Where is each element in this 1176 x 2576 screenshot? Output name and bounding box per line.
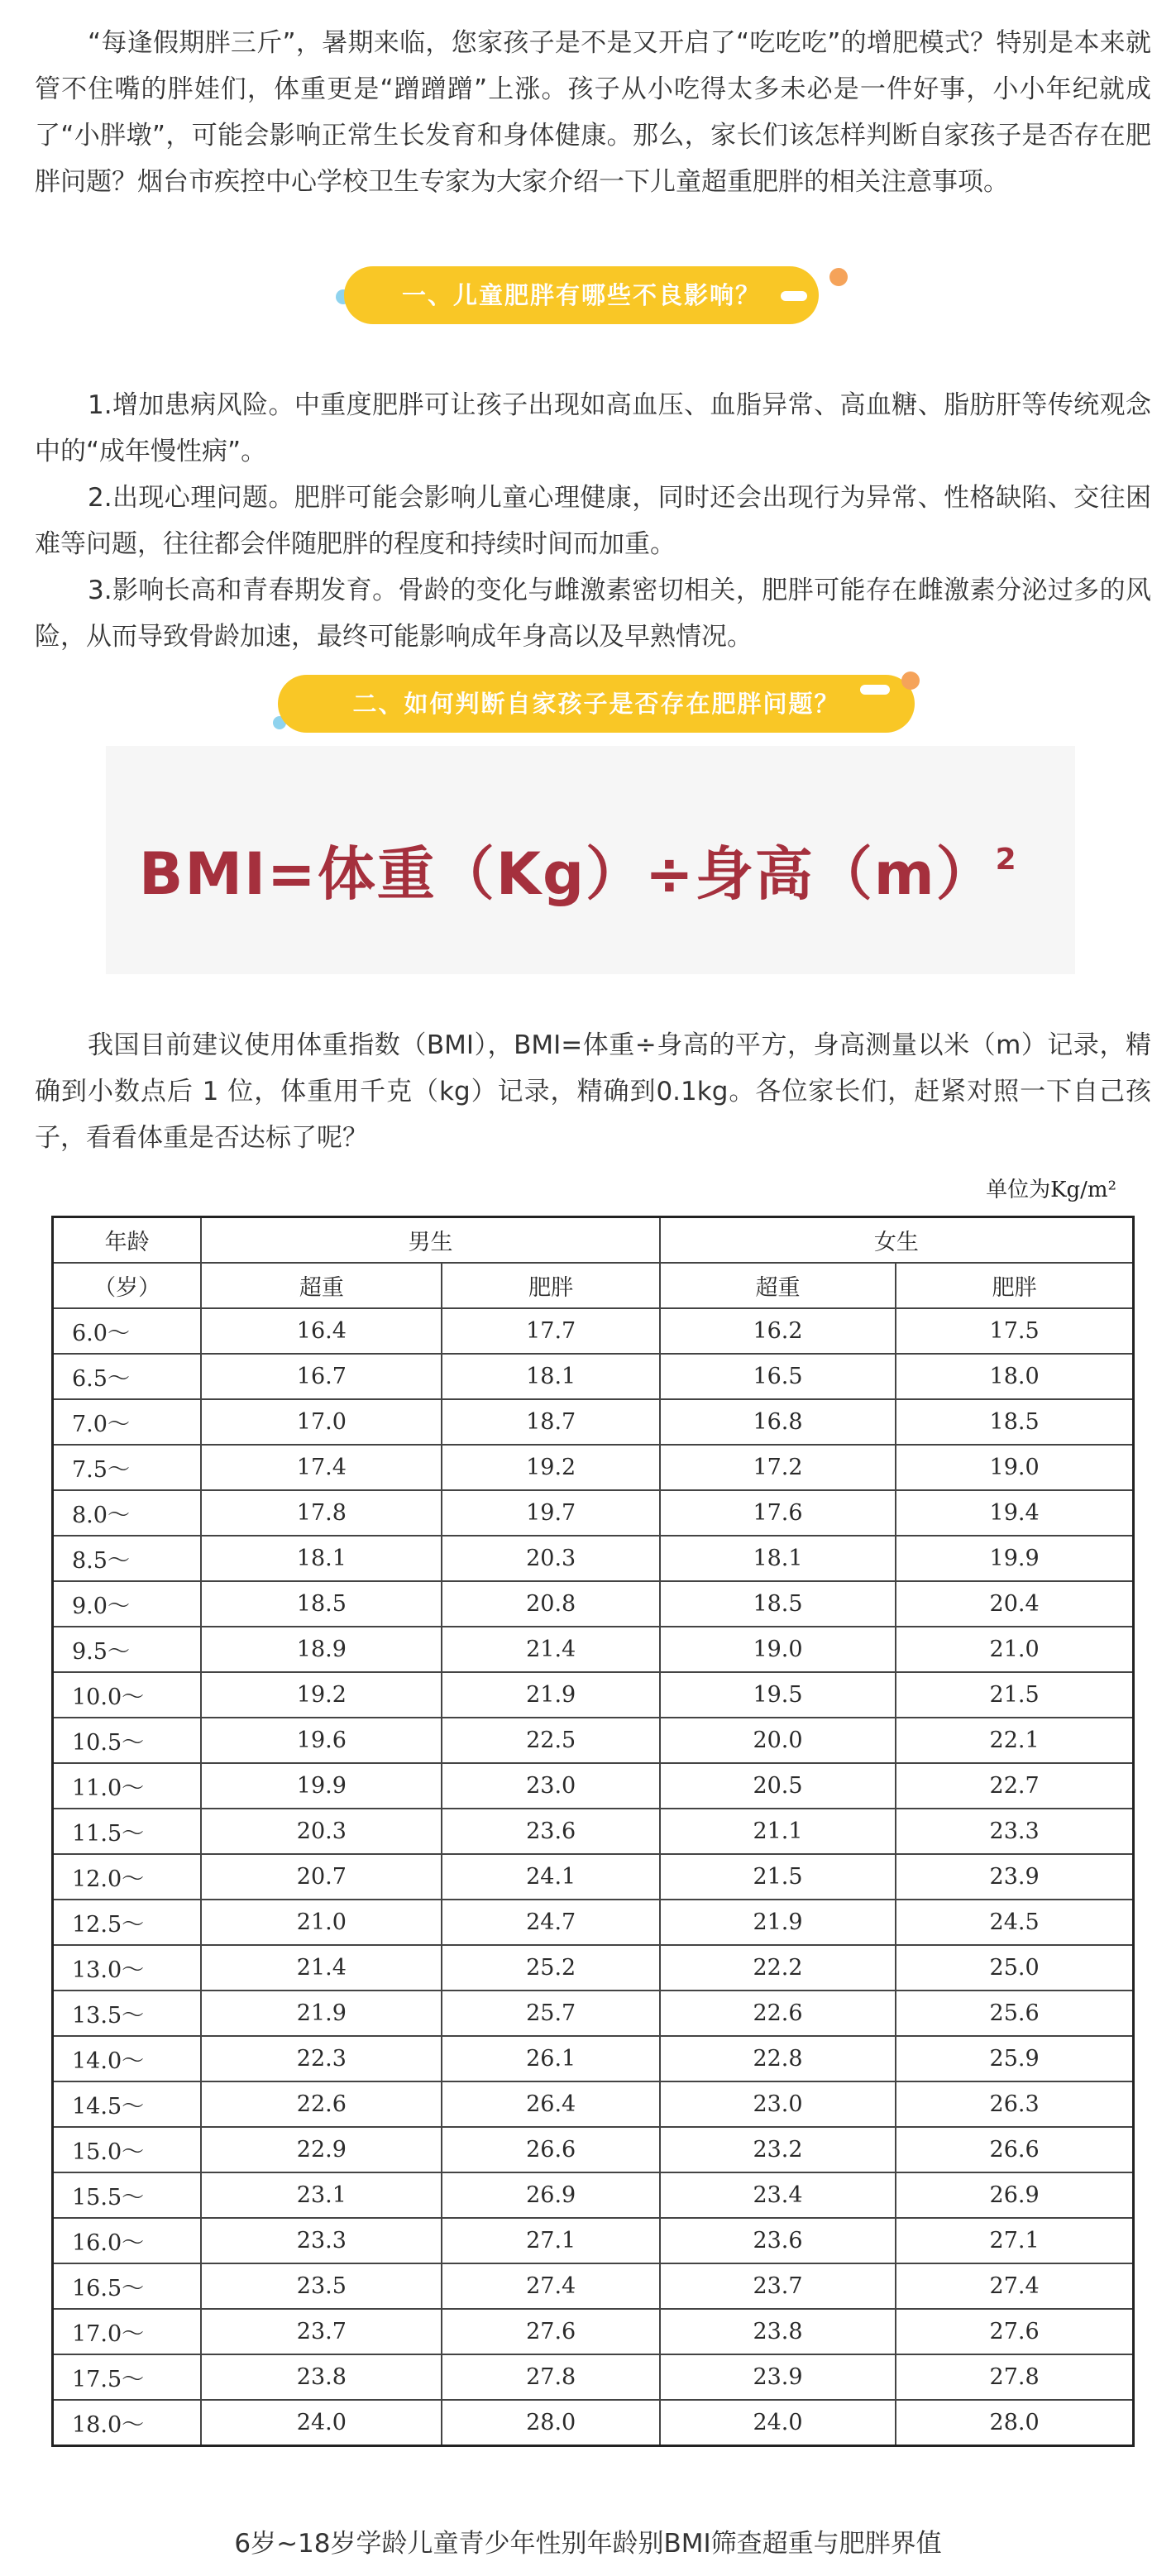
table-row — [53, 1627, 1134, 1672]
bmi-value-cell: 26.1 — [442, 2036, 659, 2081]
bmi-value-cell: 21.0 — [896, 1627, 1133, 1672]
bmi-value-cell: 25.7 — [442, 1991, 659, 2036]
age-cell: 16.0～ — [53, 2218, 202, 2263]
bmi-value-cell: 24.1 — [442, 1854, 659, 1900]
bmi-value-cell: 23.5 — [201, 2263, 442, 2309]
section2-title: 二、如何判断自家孩子是否存在肥胖问题？ — [278, 675, 915, 733]
bmi-value-cell: 26.9 — [442, 2172, 659, 2218]
bmi-value-cell: 22.3 — [201, 2036, 442, 2081]
table-row — [53, 2127, 1134, 2172]
bmi-value-cell: 19.9 — [201, 1763, 442, 1809]
table-unit: 单位为Kg/m² — [986, 1178, 1116, 1202]
table-row — [53, 1399, 1134, 1445]
age-cell: 13.0～ — [53, 1945, 202, 1991]
age-cell: 11.5～ — [53, 1809, 202, 1854]
section1-title: 一、儿童肥胖有哪些不良影响？ — [344, 266, 819, 324]
bmi-value-cell: 18.5 — [896, 1399, 1133, 1445]
header-male-overweight: 超重 — [201, 1263, 442, 1308]
age-cell: 15.0～ — [53, 2127, 202, 2172]
age-cell: 12.5～ — [53, 1900, 202, 1945]
bmi-value-cell: 19.6 — [201, 1718, 442, 1763]
bmi-value-cell: 20.3 — [201, 1809, 442, 1854]
intro-paragraph: “每逢假期胖三斤”，暑期来临，您家孩子是不是又开启了“吃吃吃”的增肥模式？特别是本来就管不住嘴的胖娃们，体重更是“蹭蹭蹭”上涨。孩子从小吃得太多未必是一件好事，小小年纪就成了“小胖墩”，可能会影响正常生长发育和身体健康。那么，家长们该怎样判断自家孩子是否存在肥胖问题？烟台市疾控中心学校卫生专家为大家介绍一下儿童超重肥胖的相关注意事项。 — [35, 28, 1151, 197]
orange-dot-decoration — [901, 671, 920, 690]
bmi-value-cell: 26.6 — [442, 2127, 659, 2172]
age-cell: 17.0～ — [53, 2309, 202, 2354]
table-row — [53, 1718, 1134, 1763]
table-header-row — [53, 1217, 1134, 1264]
table-row — [53, 1354, 1134, 1399]
age-cell: 16.5～ — [53, 2263, 202, 2309]
bmi-value-cell: 19.9 — [896, 1536, 1133, 1581]
table-row — [53, 2263, 1134, 2309]
bmi-value-cell: 23.3 — [896, 1809, 1133, 1854]
bmi-value-cell: 27.6 — [896, 2309, 1133, 2354]
bmi-value-cell: 26.9 — [896, 2172, 1133, 2218]
bmi-value-cell: 26.4 — [442, 2081, 659, 2127]
table-row — [53, 2309, 1134, 2354]
bmi-value-cell: 27.4 — [442, 2263, 659, 2309]
bmi-value-cell: 17.6 — [660, 1490, 896, 1536]
table-row — [53, 1308, 1134, 1354]
age-cell: 10.5～ — [53, 1718, 202, 1763]
bmi-value-cell: 25.0 — [896, 1945, 1133, 1991]
bmi-value-cell: 18.1 — [201, 1536, 442, 1581]
age-cell: 15.5～ — [53, 2172, 202, 2218]
dash-decoration — [860, 685, 890, 695]
bmi-value-cell: 19.7 — [442, 1490, 659, 1536]
bmi-value-cell: 16.7 — [201, 1354, 442, 1399]
table-row — [53, 1854, 1134, 1900]
bmi-value-cell: 24.7 — [442, 1900, 659, 1945]
orange-dot-decoration — [829, 268, 848, 286]
bmi-value-cell: 16.5 — [660, 1354, 896, 1399]
bmi-value-cell: 19.2 — [442, 1445, 659, 1490]
table-row — [53, 2218, 1134, 2263]
bmi-value-cell: 23.0 — [442, 1763, 659, 1809]
table-row — [53, 2400, 1134, 2446]
bmi-value-cell: 18.1 — [660, 1536, 896, 1581]
bmi-value-cell: 17.0 — [201, 1399, 442, 1445]
bmi-table — [51, 1216, 1135, 2447]
age-cell: 12.0～ — [53, 1854, 202, 1900]
bmi-value-cell: 21.4 — [201, 1945, 442, 1991]
header-male-obese: 肥胖 — [442, 1263, 659, 1308]
table-row — [53, 1945, 1134, 1991]
table-row — [53, 2354, 1134, 2400]
header-male: 男生 — [201, 1217, 660, 1264]
bmi-value-cell: 23.7 — [660, 2263, 896, 2309]
age-cell: 6.5～ — [53, 1354, 202, 1399]
age-cell: 6.0～ — [53, 1308, 202, 1354]
bmi-value-cell: 23.3 — [201, 2218, 442, 2263]
bmi-value-cell: 27.8 — [896, 2354, 1133, 2400]
age-cell: 17.5～ — [53, 2354, 202, 2400]
table-subheader-row — [53, 1263, 1134, 1308]
impact-item-1: 1.增加患病风险。中重度肥胖可让孩子出现如高血压、血脂异常、高血糖、脂肪肝等传统观念中的“成年慢性病”。 — [35, 390, 1151, 466]
bmi-value-cell: 20.7 — [201, 1854, 442, 1900]
bmi-value-cell: 21.4 — [442, 1627, 659, 1672]
age-cell: 11.0～ — [53, 1763, 202, 1809]
bmi-value-cell: 19.0 — [660, 1627, 896, 1672]
bmi-value-cell: 21.9 — [201, 1991, 442, 2036]
bmi-formula-box — [106, 746, 1075, 974]
bmi-value-cell: 25.9 — [896, 2036, 1133, 2081]
bmi-value-cell: 25.6 — [896, 1991, 1133, 2036]
bmi-value-cell: 23.0 — [660, 2081, 896, 2127]
bmi-value-cell: 22.2 — [660, 1945, 896, 1991]
bmi-value-cell: 27.1 — [442, 2218, 659, 2263]
bmi-value-cell: 20.8 — [442, 1581, 659, 1627]
bmi-value-cell: 16.2 — [660, 1308, 896, 1354]
impact-item-2: 2.出现心理问题。肥胖可能会影响儿童心理健康，同时还会出现行为异常、性格缺陷、交往困难等问题，往往都会伴随肥胖的程度和持续时间而加重。 — [35, 483, 1151, 559]
table-row — [53, 1991, 1134, 2036]
bmi-value-cell: 28.0 — [896, 2400, 1133, 2446]
bmi-value-cell: 18.1 — [442, 1354, 659, 1399]
table-caption: 6岁~18岁学龄儿童青少年性别年龄别BMI筛查超重与肥胖界值 — [234, 2529, 942, 2559]
bmi-value-cell: 19.0 — [896, 1445, 1133, 1490]
bmi-value-cell: 21.0 — [201, 1900, 442, 1945]
bmi-value-cell: 23.9 — [660, 2354, 896, 2400]
bmi-value-cell: 17.7 — [442, 1308, 659, 1354]
bmi-value-cell: 26.6 — [896, 2127, 1133, 2172]
header-female-obese: 肥胖 — [896, 1263, 1133, 1308]
bmi-value-cell: 28.0 — [442, 2400, 659, 2446]
bmi-value-cell: 23.4 — [660, 2172, 896, 2218]
bmi-paragraph: 我国目前建议使用体重指数（BMI），BMI=体重÷身高的平方，身高测量以米（m）记录，精确到小数点后 1 位，体重用千克（kg）记录，精确到0.1kg。各位家长们，赶紧对照一下自己孩子，看看体重是否达标了呢？ — [35, 1030, 1151, 1153]
age-cell: 8.5～ — [53, 1536, 202, 1581]
bmi-value-cell: 27.8 — [442, 2354, 659, 2400]
bmi-value-cell: 17.2 — [660, 1445, 896, 1490]
bmi-value-cell: 22.7 — [896, 1763, 1133, 1809]
bmi-value-cell: 24.5 — [896, 1900, 1133, 1945]
age-cell: 18.0～ — [53, 2400, 202, 2446]
table-body — [53, 1308, 1134, 2446]
table-row — [53, 1490, 1134, 1536]
bmi-value-cell: 16.8 — [660, 1399, 896, 1445]
bmi-value-cell: 18.5 — [660, 1581, 896, 1627]
bmi-value-cell: 18.5 — [201, 1581, 442, 1627]
bmi-value-cell: 20.3 — [442, 1536, 659, 1581]
bmi-value-cell: 22.9 — [201, 2127, 442, 2172]
table-row — [53, 1763, 1134, 1809]
bmi-value-cell: 27.4 — [896, 2263, 1133, 2309]
bmi-value-cell: 17.8 — [201, 1490, 442, 1536]
bmi-value-cell: 19.2 — [201, 1672, 442, 1718]
bmi-value-cell: 17.5 — [896, 1308, 1133, 1354]
bmi-value-cell: 21.5 — [896, 1672, 1133, 1718]
bmi-value-cell: 20.0 — [660, 1718, 896, 1763]
table-row — [53, 1900, 1134, 1945]
bmi-value-cell: 20.5 — [660, 1763, 896, 1809]
age-cell: 8.0～ — [53, 1490, 202, 1536]
age-cell: 14.0～ — [53, 2036, 202, 2081]
bmi-value-cell: 23.2 — [660, 2127, 896, 2172]
bmi-value-cell: 22.5 — [442, 1718, 659, 1763]
age-cell: 9.5～ — [53, 1627, 202, 1672]
table-row — [53, 2172, 1134, 2218]
table-row — [53, 2036, 1134, 2081]
bmi-value-cell: 23.7 — [201, 2309, 442, 2354]
age-cell: 10.0～ — [53, 1672, 202, 1718]
bmi-value-cell: 20.4 — [896, 1581, 1133, 1627]
bmi-formula: BMI=体重（Kg）÷身高$(m)^2$ — [139, 840, 1018, 908]
bmi-value-cell: 23.6 — [442, 1809, 659, 1854]
bmi-value-cell: 27.1 — [896, 2218, 1133, 2263]
bmi-value-cell: 24.0 — [660, 2400, 896, 2446]
bmi-value-cell: 18.0 — [896, 1354, 1133, 1399]
dash-decoration — [781, 291, 807, 301]
bmi-value-cell: 21.9 — [660, 1900, 896, 1945]
bmi-value-cell: 18.9 — [201, 1627, 442, 1672]
bmi-value-cell: 21.1 — [660, 1809, 896, 1854]
table-row — [53, 1445, 1134, 1490]
header-age: 年龄 — [53, 1217, 202, 1264]
bmi-value-cell: 19.5 — [660, 1672, 896, 1718]
bmi-value-cell: 23.1 — [201, 2172, 442, 2218]
age-cell: 9.0～ — [53, 1581, 202, 1627]
table-row — [53, 1581, 1134, 1627]
bmi-value-cell: 19.4 — [896, 1490, 1133, 1536]
table-row — [53, 2081, 1134, 2127]
impact-item-3: 3.影响长高和青春期发育。骨龄的变化与雌激素密切相关，肥胖可能存在雌激素分泌过多的风险，从而导致骨龄加速，最终可能影响成年身高以及早熟情况。 — [35, 576, 1151, 652]
bmi-value-cell: 23.8 — [201, 2354, 442, 2400]
bmi-value-cell: 26.3 — [896, 2081, 1133, 2127]
age-cell: 14.5～ — [53, 2081, 202, 2127]
bmi-value-cell: 22.8 — [660, 2036, 896, 2081]
bmi-value-cell: 18.7 — [442, 1399, 659, 1445]
table-row — [53, 1536, 1134, 1581]
bmi-value-cell: 17.4 — [201, 1445, 442, 1490]
bmi-value-cell: 23.6 — [660, 2218, 896, 2263]
bmi-value-cell: 16.4 — [201, 1308, 442, 1354]
header-female-overweight: 超重 — [660, 1263, 896, 1308]
age-cell: 7.5～ — [53, 1445, 202, 1490]
age-cell: 7.0～ — [53, 1399, 202, 1445]
age-cell: 13.5～ — [53, 1991, 202, 2036]
bmi-value-cell: 27.6 — [442, 2309, 659, 2354]
header-age-unit: （岁） — [53, 1263, 202, 1308]
table-row — [53, 1809, 1134, 1854]
header-female: 女生 — [660, 1217, 1134, 1264]
bmi-value-cell: 21.9 — [442, 1672, 659, 1718]
bmi-value-cell: 25.2 — [442, 1945, 659, 1991]
bmi-value-cell: 22.6 — [201, 2081, 442, 2127]
bmi-value-cell: 21.5 — [660, 1854, 896, 1900]
table-row — [53, 1672, 1134, 1718]
bmi-value-cell: 23.9 — [896, 1854, 1133, 1900]
bmi-value-cell: 22.1 — [896, 1718, 1133, 1763]
bmi-value-cell: 23.8 — [660, 2309, 896, 2354]
bmi-value-cell: 22.6 — [660, 1991, 896, 2036]
bmi-value-cell: 24.0 — [201, 2400, 442, 2446]
